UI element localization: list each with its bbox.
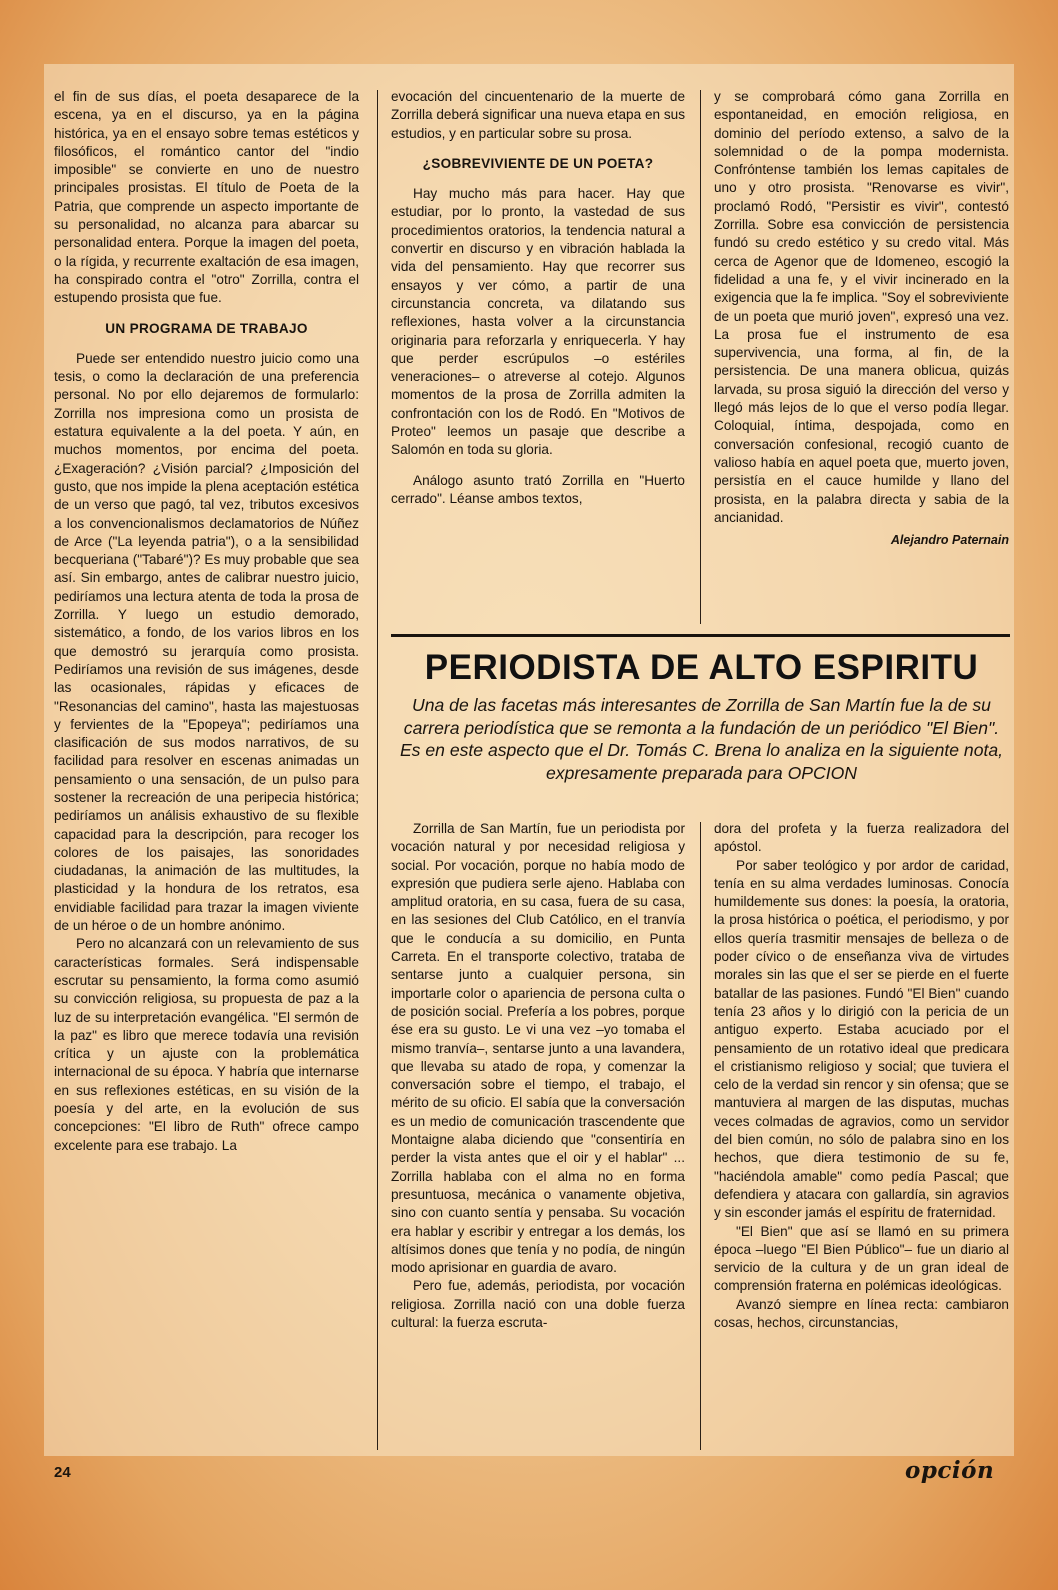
col2-paragraph-3: Análogo asunto trató Zorrilla en "Huerto cerrado". Léanse ambos textos, bbox=[391, 472, 685, 506]
article2-paragraph-3: dora del profeta y la fuerza realizadora del apóstol. bbox=[714, 821, 1009, 855]
page-number: 24 bbox=[54, 1464, 71, 1481]
col3-paragraph-1: y se comprobará cómo gana Zorrilla en espontaneidad, en emoción religiosa, en dominio del período extenso, a salvo de la solemnidad o de la pompa modernista. Confróntense también los lemas capitales de uno y otro prosista. "Renovarse es vivir", proclamó Rodó, "Persistir es vivir", contestó Zorrilla. Sobre esa convicción de persistencia fundó su credo estético y su credo vital. Más cerca de Agenor que de Idomeneo, escogió la fidelidad a una fe, y el vivir incinerado en la exigencia que la fe implica. "Soy el sobreviviente de un poeta que murió joven", expresó una vez. La prosa fue el instrumento de esa supervivencia, una forma, al fin, de la persistencia. De una manera oblicua, quizás larvada, su prosa siguió la dirección del verso y llegó más lejos de lo que el verso podía llegar. Coloquial, íntima, despojada, como en conversación confesional, recogió cuanto de valioso había en aquel poeta que, muerto joven, persistía en el cauce humilde y llano del prosista, en la palabra directa y sabia de la ancianidad. bbox=[714, 89, 1009, 525]
column-1 bbox=[54, 88, 359, 1155]
column-divider-2 bbox=[700, 90, 701, 624]
col1-paragraph-1: el fin de sus días, el poeta desaparece de la escena, ya en el discurso, ya en la página histórica, ya en el ensayo sobre temas estéticos y filosóficos, el romántico cantor del "indio imposible" se convierte en uno de nuestro principales prosistas. El título de Poeta de la Patria, que comprende un aspecto importante de su personalidad, no alcanza para abarcar su personalidad entera. Porque la imagen del poeta, o la rígida, y recurrente exaltación de esa imagen, ha conspirado contra el "otro" Zorrilla, contra el estupendo prosista que fue. bbox=[54, 89, 359, 306]
article-headline: PERIODISTA DE ALTO ESPIRITU bbox=[424, 648, 979, 687]
col2-paragraph-2: Hay mucho más para hacer. Hay que estudiar, por lo pronto, la vastedad de sus procedimientos oratorios, la tendencia natural a convertir en discurso y en vibración hablada la vida del pensamiento. Hay que recorrer sus ensayos y ver cómo, a partir de una circunstancia concreta, va dilatando sus reflexiones, hasta volver a la circunstancia originaria para reforzarla y enriquecerla. Y hay que perder escrúpulos –o estériles veneraciones– o atreverse al cotejo. Algunos momentos de la prosa de Zorrilla admiten la confrontación con los de Rodó. En "Motivos de Proteo" leemos un pasaje que describe a Salomón en toda su gloria. bbox=[391, 186, 685, 458]
section-heading-sobreviviente: ¿SOBREVIVIENTE DE UN POETA? bbox=[422, 155, 654, 171]
article2-paragraph-1: Zorrilla de San Martín, fue un periodista por vocación natural y por necesidad religiosa y social. Por vocación, porque no había modo de expresión que pudiera serle ajeno. Hablaba con amplitud oratoria, en su casa, fuera de su casa, en las sesiones del Club Católico, en el tranvía que le conducía a su domicilio, en Punta Carreta. En el transporte colectivo, trataba de sentarse junto a cualquier persona, sin importarle color o apariencia de persona culta o de posición social. Prefería a los pobres, porque ése era su gusto. Le vi una vez –yo tomaba el mismo tranvía–, sentarse junto a una lavandera, que llevaba su atado de ropa, y comenzar la conversación sobre el tiempo, el trabajo, el mérito de su oficio. El sabía que la conversación es un medio de comunicación trascendente que Montaigne alaba diciendo que "consentiría en perder la vista antes que el oir y el hablar" ... Zorrilla hablaba con el alma no en forma presuntuosa, mecánica o vanamente objetiva, sino con cuanto sentía y pensaba. Su vocación era hablar y escribir y entregar a los demás, los altísimos dones que tenía y no podía, de ningún modo aprisionar en guardia de avaro. bbox=[391, 821, 685, 1276]
magazine-logo: opción bbox=[905, 1457, 995, 1484]
article-deck: Una de las facetas más interesantes de Zorrilla de San Martín fue la de su carrera periodística que se remonta a la fundación de un periódico "El Bien". Es en este aspecto que el Dr. Tomás C. Brena lo analiza en la siguiente nota, expresamente preparada para OPCION bbox=[399, 695, 1004, 783]
article-separator bbox=[391, 634, 1010, 637]
section-heading-programa: UN PROGRAMA DE TRABAJO bbox=[105, 320, 308, 336]
article2-paragraph-6: Avanzó siempre en línea recta: cambiaron cosas, hechos, circunstancias, bbox=[714, 1296, 1009, 1331]
article2-paragraph-5: "El Bien" que así se llamó en su primera época –luego "El Bien Público"– fue un diario al servicio de la cultura y de un gran ideal de comprensión fraterna en polémicas ideológicas. bbox=[714, 1223, 1009, 1294]
article2-paragraph-4: Por saber teológico y por ardor de caridad, tenía en su alma verdades luminosas. Conocía humildemente sus dones: la poesía, la oratoria, la prosa histórica o poética, el periodismo, y por ellos quería trasmitir mensajes de belleza o de poder cívico o de enseñanza viva de virtudes morales sin las que el ser se pierde en el fuerte batallar de las pasiones. Fundó "El Bien" cuando tenía 23 años y lo dirigió con la pericia de un antiguo experto. Estaba acuciado por el pensamiento de un rotativo ideal que predicara el cristianismo religioso y social; que tuviera el celo de la verdad sin rencor y sin ofensa; que se mantuviera al margen de las disputas, muchas veces colmadas de agravios, como un servidor del bien común, no sólo de palabra sino en los hechos, que diera testimonio de su fe, "haciéndola amable" como pedía Pascal; que defendiera y atacara con gallardía, sin agravios y sin esconder jamás el espíritu de fraternidad. bbox=[714, 857, 1009, 1221]
column-divider-3 bbox=[700, 822, 701, 1450]
author-signature: Alejandro Paternain bbox=[890, 533, 1009, 548]
column-divider-1 bbox=[377, 90, 378, 1450]
col1-paragraph-3: Pero no alcanzará con un relevamiento de sus características formales. Será indispensable escrutar su pensamiento, la forma como asumió su convicción religiosa, su propuesta de paz a la luz de su interpretación evangélica. "El sermón de la paz" es libro que merece todavía una revisión crítica y un ajuste con la problemática internacional de su época. Y habría que internarse en sus reflexiones estéticas, en su visión de la poesía y del arte, en la evolución de sus concepciones: "El libro de Ruth" ofrece campo excelente para ese trabajo. La bbox=[54, 936, 359, 1153]
col1-paragraph-2: Puede ser entendido nuestro juicio como una tesis, o como la declaración de una preferencia personal. No por ello dejaremos de formularlo: Zorrilla nos impresiona como un prosista de estatura equivalente a la del poeta. Y aún, en muchos momentos, por encima del poeta. ¿Exageración? ¿Visión parcial? ¿Imposición del gusto, que nos impide la plena aceptación estética de un verso que pagó, tal vez, tributos excesivos a los convencionalismos declamatorios de Núñez de Arce ("La leyenda patria"), o a la sensibilidad becqueriana ("Tabaré")? Es muy probable que sea así. Sin embargo, antes de calibrar nuestro juicio, pediríamos una lectura atenta de toda la prosa de Zorrilla. Y luego un estudio demorado, sistemático, a fondo, de los varios libros en los que demostró su jerarquía como prosista. Pediríamos una revisión de sus imágenes, desde las ocasionales, rápidas y eficaces de "Resonancias del camino", hasta las majestuosas y fervientes de la "Epopeya"; pediríamos una clasificación de sus modos narrativos, de su facilidad para resolver en escenas animadas un pensamiento o una sensación, de un pulso para sostener la recreación de una peripecia histórica; pediríamos un análisis exhaustivo de su flexible capacidad para la descripción, para recoger los colores de los paisajes, las sonoridades ciudadanas, la animación de las multitudes, la plasticidad y la hondura de los retratos, esa envidiable facilidad para trazar la imagen viviente de un héroe o de un hombre anónimo. bbox=[54, 350, 359, 934]
column-3 bbox=[714, 88, 1009, 549]
article2-column-a bbox=[391, 820, 685, 1332]
column-2 bbox=[391, 88, 685, 508]
col2-paragraph-1: evocación del cincuentenario de la muerte de Zorrilla deberá significar una nueva etapa en sus estudios, y en particular sobre su prosa. bbox=[391, 89, 685, 141]
article2-column-b bbox=[714, 820, 1009, 1332]
article2-paragraph-2: Pero fue, además, periodista, por vocación religiosa. Zorrilla nació con una doble fuerza cultural: la fuerza escruta- bbox=[391, 1278, 685, 1331]
